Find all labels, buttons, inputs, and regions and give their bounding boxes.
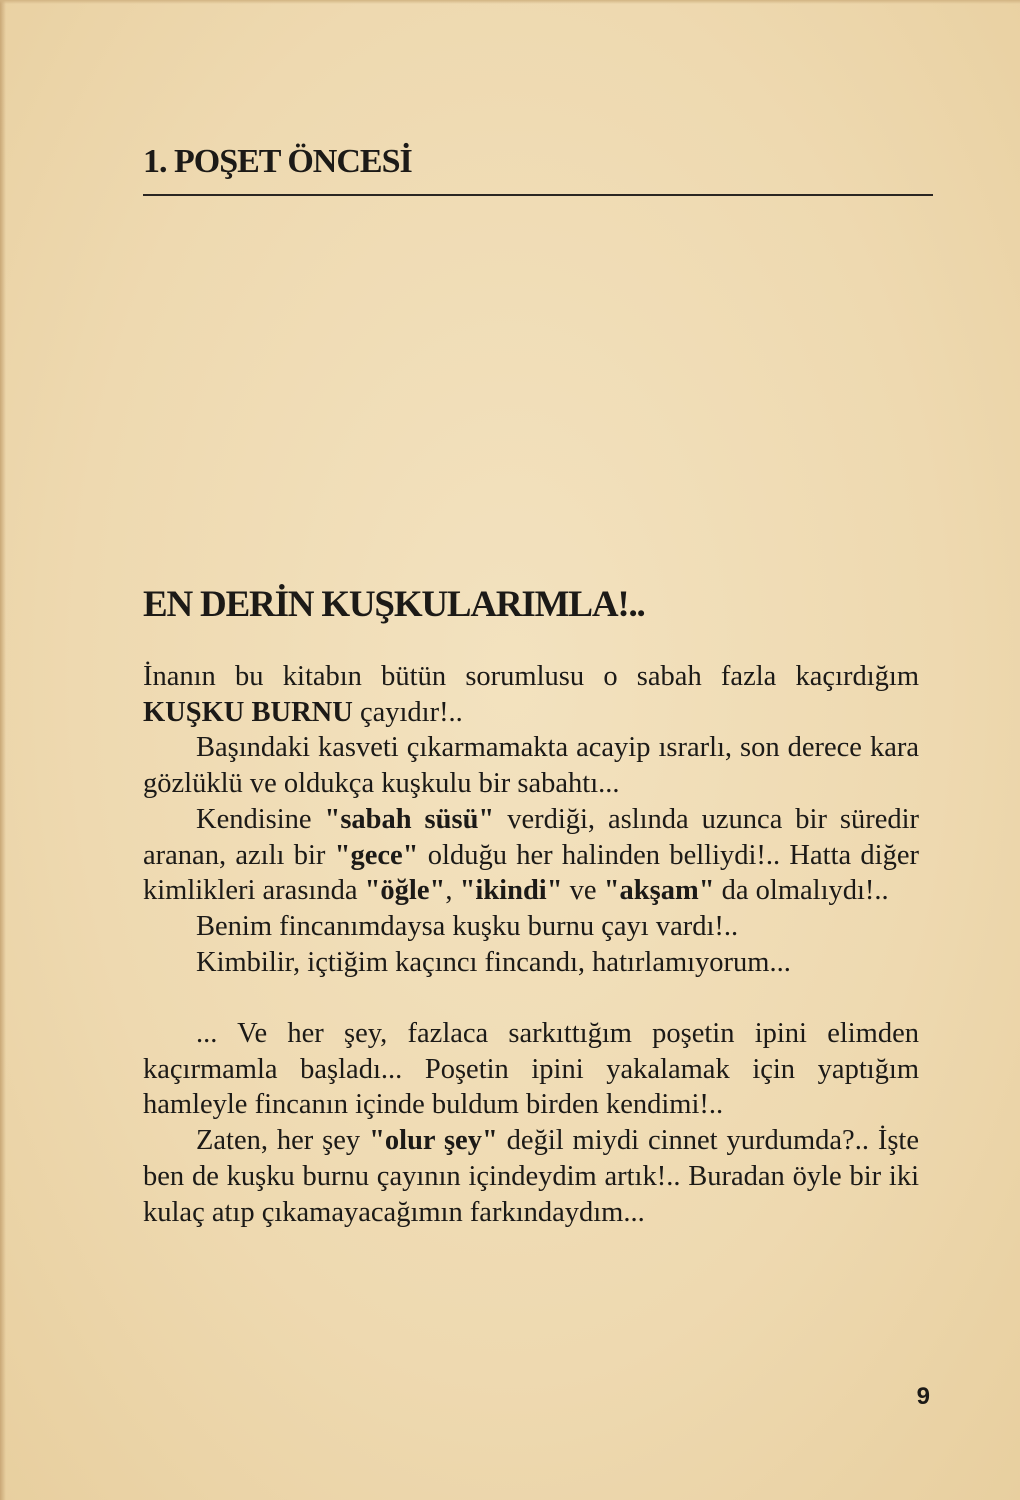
- emphasis-text: "akşam": [603, 875, 715, 907]
- emphasis-text: "gece": [334, 839, 419, 871]
- emphasis-text: KUŞKU BURNU: [143, 696, 353, 728]
- paragraph: [143, 1016, 919, 1123]
- chapter-header: 1. POŞET ÖNCESİ: [143, 143, 412, 180]
- paragraph: [143, 659, 919, 730]
- emphasis-text: "sabah süsü": [324, 803, 495, 835]
- page-edge-shadow: [0, 0, 6, 1500]
- section-title: EN DERİN KUŞKULARIMLA!..: [143, 584, 645, 625]
- paragraph: [143, 909, 919, 945]
- paragraph: [143, 802, 919, 909]
- text-run: İnanın bu kitabın bütün sorumlusu o sabah fazla kaçırdığım: [143, 661, 919, 692]
- text-run: ,: [445, 875, 460, 907]
- page-number: 9: [916, 1383, 930, 1410]
- text-run: çayıdır!..: [352, 696, 463, 728]
- text-run: Başındaki kasveti çıkarmamakta acayip ısrarlı, son derece kara gözlüklü ve oldukça kuşkulu bir sabahtı...: [143, 732, 919, 800]
- text-run: da olmalıydı!..: [714, 875, 889, 907]
- header-divider: [143, 194, 933, 196]
- paragraph: [143, 730, 919, 801]
- text-run: verdiği, aslında uzunca bir süredir aranan, azılı bir: [143, 803, 920, 871]
- paragraph: [143, 945, 919, 981]
- paragraph: [143, 1123, 919, 1230]
- page-top-shadow: [0, 0, 1020, 4]
- text-run: ve: [562, 875, 604, 907]
- text-run: ... Ve her şey, fazlaca sarkıttığım poşetin ipini elimden kaçırmamla başladı... Poşetin ipini yakalamak için yaptığım hamleyle fincanın içinde buldum birden kendimi!..: [143, 1018, 919, 1121]
- text-run: Benim fincanımdaysa kuşku burnu çayı vardı!..: [196, 910, 739, 942]
- body-text: [143, 659, 919, 1230]
- emphasis-text: "olur şey": [369, 1125, 498, 1157]
- text-run: olduğu her halinden belliydi!.. Hatta diğer kimlikleri arasında: [143, 839, 919, 907]
- text-run: Kendisine: [196, 803, 325, 835]
- text-run: Kimbilir, içtiğim kaçıncı fincandı, hatırlamıyorum...: [196, 946, 791, 978]
- text-run: Zaten, her şey: [196, 1125, 370, 1157]
- emphasis-text: "öğle": [364, 875, 446, 907]
- emphasis-text: "ikindi": [459, 875, 563, 907]
- text-run: değil miydi cinnet yurdumda?.. İşte ben de kuşku burnu çayının içindeydim artık!.. Buradan öyle bir iki kulaç atıp çıkamayacağımın farkındaydım...: [143, 1125, 919, 1228]
